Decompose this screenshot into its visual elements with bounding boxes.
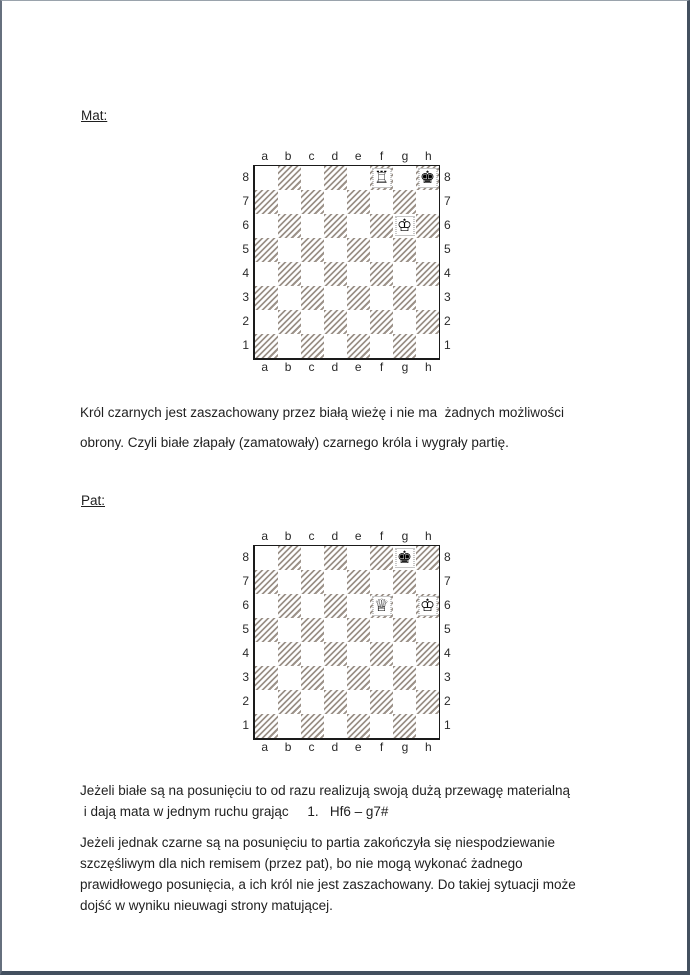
text-line: Król czarnych jest zaszachowany przez białą wieżę i nie ma żadnych możliwości — [80, 405, 564, 420]
square-g3 — [393, 666, 416, 690]
square-e4 — [347, 642, 370, 666]
square-g1 — [393, 714, 416, 738]
square-h3 — [416, 286, 439, 310]
square-d7 — [324, 570, 347, 594]
file-label-a: a — [261, 149, 269, 163]
square-e8 — [347, 546, 370, 570]
square-d4 — [324, 642, 347, 666]
square-f4 — [370, 642, 393, 666]
square-g4 — [393, 642, 416, 666]
square-a2 — [255, 310, 278, 334]
file-label-e: e — [354, 740, 362, 754]
rank-label-2: 2 — [242, 314, 249, 328]
black-king-icon: ♚ — [419, 167, 436, 188]
white-rook-icon: ♖ — [373, 167, 390, 188]
rank-label-3: 3 — [444, 290, 451, 304]
square-f8 — [370, 546, 393, 570]
rank-label-6: 6 — [242, 218, 249, 232]
square-c5 — [301, 618, 324, 642]
square-a5 — [255, 618, 278, 642]
mat-diagram — [253, 165, 440, 360]
square-h6 — [416, 214, 439, 238]
square-f8 — [370, 166, 393, 190]
square-h5 — [416, 238, 439, 262]
file-labels-top — [253, 529, 440, 545]
file-labels-bottom — [253, 360, 440, 376]
square-d3 — [324, 286, 347, 310]
square-f6 — [370, 214, 393, 238]
square-a6 — [255, 594, 278, 618]
paragraph-mat-explanation — [80, 398, 564, 458]
file-label-c: c — [308, 740, 315, 754]
square-d1 — [324, 714, 347, 738]
square-b4 — [278, 262, 301, 286]
square-d5 — [324, 618, 347, 642]
square-g2 — [393, 310, 416, 334]
square-a4 — [255, 262, 278, 286]
file-label-f: f — [379, 149, 384, 163]
square-g1 — [393, 334, 416, 358]
square-a7 — [255, 570, 278, 594]
file-label-g: g — [401, 149, 409, 163]
rank-label-3: 3 — [242, 290, 249, 304]
square-b1 — [278, 334, 301, 358]
spacer — [440, 529, 454, 545]
square-h2 — [416, 690, 439, 714]
square-e1 — [347, 714, 370, 738]
white-king-icon: ♔ — [396, 215, 413, 236]
square-f7 — [370, 190, 393, 214]
file-label-a: a — [261, 360, 269, 374]
rank-label-6: 6 — [444, 218, 451, 232]
square-b2 — [278, 690, 301, 714]
file-label-d: d — [331, 149, 339, 163]
white-queen-icon: ♕ — [373, 595, 390, 616]
square-f2 — [370, 310, 393, 334]
file-label-d: d — [331, 360, 339, 374]
square-f3 — [370, 666, 393, 690]
square-e6 — [347, 214, 370, 238]
spacer — [440, 740, 454, 756]
square-d4 — [324, 262, 347, 286]
pat-diagram — [253, 545, 440, 740]
square-d8 — [324, 166, 347, 190]
square-a8 — [255, 166, 278, 190]
text-line: i dają mata w jednym ruchu grając 1. Hf6 – g7# — [80, 804, 389, 819]
square-e8 — [347, 166, 370, 190]
square-e5 — [347, 618, 370, 642]
file-label-b: b — [284, 149, 292, 163]
square-h7 — [416, 190, 439, 214]
spacer — [440, 360, 454, 376]
file-label-b: b — [284, 529, 292, 543]
file-label-d: d — [331, 529, 339, 543]
rank-label-2: 2 — [444, 314, 451, 328]
square-b3 — [278, 286, 301, 310]
file-label-c: c — [308, 149, 315, 163]
rank-labels-left — [239, 545, 253, 740]
square-f3 — [370, 286, 393, 310]
square-a4 — [255, 642, 278, 666]
square-b6 — [278, 594, 301, 618]
square-a6 — [255, 214, 278, 238]
square-h1 — [416, 714, 439, 738]
rank-label-7: 7 — [242, 194, 249, 208]
square-d6 — [324, 214, 347, 238]
square-g7 — [393, 570, 416, 594]
square-e1 — [347, 334, 370, 358]
square-d2 — [324, 310, 347, 334]
square-h8 — [416, 166, 439, 190]
square-b1 — [278, 714, 301, 738]
spacer — [239, 529, 253, 545]
rank-label-6: 6 — [444, 598, 451, 612]
file-label-h: h — [424, 360, 432, 374]
square-a7 — [255, 190, 278, 214]
square-f6 — [370, 594, 393, 618]
text-line: szczęśliwym dla nich remisem (przez pat), bo nie mogą wykonać żadnego — [80, 856, 523, 871]
rank-label-8: 8 — [444, 170, 451, 184]
file-label-e: e — [354, 529, 362, 543]
black-king-icon: ♚ — [396, 547, 413, 568]
rank-label-8: 8 — [444, 550, 451, 564]
square-e5 — [347, 238, 370, 262]
square-c1 — [301, 334, 324, 358]
square-d1 — [324, 334, 347, 358]
square-c4 — [301, 262, 324, 286]
piece-box — [395, 548, 414, 568]
square-c7 — [301, 570, 324, 594]
text-line: prawidłowego posunięcia, a ich król nie jest zaszachowany. Do takiej sytuacji może — [80, 877, 576, 892]
rank-label-4: 4 — [242, 646, 249, 660]
square-f5 — [370, 238, 393, 262]
square-g4 — [393, 262, 416, 286]
square-g5 — [393, 238, 416, 262]
square-e2 — [347, 310, 370, 334]
square-b7 — [278, 570, 301, 594]
square-c2 — [301, 310, 324, 334]
file-label-c: c — [308, 529, 315, 543]
file-label-a: a — [261, 529, 269, 543]
square-c6 — [301, 594, 324, 618]
square-g2 — [393, 690, 416, 714]
square-f5 — [370, 618, 393, 642]
square-a5 — [255, 238, 278, 262]
file-label-b: b — [284, 740, 292, 754]
square-h6 — [416, 594, 439, 618]
spacer — [239, 149, 253, 165]
file-label-h: h — [424, 529, 432, 543]
square-d6 — [324, 594, 347, 618]
square-c5 — [301, 238, 324, 262]
square-c7 — [301, 190, 324, 214]
spacer — [239, 740, 253, 756]
rank-label-5: 5 — [242, 622, 249, 636]
square-d2 — [324, 690, 347, 714]
square-d8 — [324, 546, 347, 570]
rank-label-8: 8 — [242, 170, 249, 184]
square-b6 — [278, 214, 301, 238]
square-b5 — [278, 238, 301, 262]
square-f4 — [370, 262, 393, 286]
chessboard-pat — [239, 529, 454, 756]
file-label-e: e — [354, 360, 362, 374]
file-labels-top — [253, 149, 440, 165]
square-a3 — [255, 666, 278, 690]
file-label-f: f — [379, 529, 384, 543]
piece-box — [372, 596, 391, 616]
file-label-f: f — [379, 360, 384, 374]
square-g8 — [393, 546, 416, 570]
chessboard-mat — [239, 149, 454, 376]
rank-label-7: 7 — [444, 194, 451, 208]
square-f1 — [370, 334, 393, 358]
rank-label-5: 5 — [444, 242, 451, 256]
square-h8 — [416, 546, 439, 570]
square-h4 — [416, 262, 439, 286]
square-b3 — [278, 666, 301, 690]
rank-label-3: 3 — [444, 670, 451, 684]
rank-label-1: 1 — [242, 718, 249, 732]
heading-mat: Mat: — [81, 108, 108, 123]
square-h1 — [416, 334, 439, 358]
square-c3 — [301, 666, 324, 690]
piece-box — [418, 596, 437, 616]
square-e2 — [347, 690, 370, 714]
square-a2 — [255, 690, 278, 714]
spacer — [239, 360, 253, 376]
rank-label-4: 4 — [444, 646, 451, 660]
file-label-h: h — [424, 149, 432, 163]
square-h4 — [416, 642, 439, 666]
rank-label-3: 3 — [242, 670, 249, 684]
square-c8 — [301, 166, 324, 190]
file-label-d: d — [331, 740, 339, 754]
square-g7 — [393, 190, 416, 214]
file-label-g: g — [401, 360, 409, 374]
square-g6 — [393, 594, 416, 618]
square-b7 — [278, 190, 301, 214]
rank-label-6: 6 — [242, 598, 249, 612]
file-label-a: a — [261, 740, 269, 754]
rank-labels-right — [440, 165, 454, 360]
rank-label-8: 8 — [242, 550, 249, 564]
file-label-g: g — [401, 740, 409, 754]
square-h7 — [416, 570, 439, 594]
rank-labels-right — [440, 545, 454, 740]
file-label-e: e — [354, 149, 362, 163]
rank-label-1: 1 — [242, 338, 249, 352]
square-b2 — [278, 310, 301, 334]
piece-box — [372, 168, 391, 188]
text-line: Jeżeli białe są na posunięciu to od razu realizują swoją dużą przewagę materialną — [80, 783, 571, 798]
square-c6 — [301, 214, 324, 238]
square-f7 — [370, 570, 393, 594]
square-h5 — [416, 618, 439, 642]
square-d3 — [324, 666, 347, 690]
square-c2 — [301, 690, 324, 714]
rank-label-7: 7 — [242, 574, 249, 588]
square-d7 — [324, 190, 347, 214]
square-b8 — [278, 546, 301, 570]
rank-label-7: 7 — [444, 574, 451, 588]
rank-label-1: 1 — [444, 338, 451, 352]
text-line: obrony. Czyli białe złapały (zamatowały) czarnego króla i wygrały partię. — [80, 435, 509, 450]
paragraph-pat-explanation — [80, 832, 576, 916]
paragraph-pat-move — [80, 780, 570, 822]
square-f1 — [370, 714, 393, 738]
rank-label-5: 5 — [242, 242, 249, 256]
square-c3 — [301, 286, 324, 310]
file-label-h: h — [424, 740, 432, 754]
file-label-b: b — [284, 360, 292, 374]
rank-label-2: 2 — [242, 694, 249, 708]
text-line: Jeżeli jednak czarne są na posunięciu to partia zakończyła się niespodziewanie — [80, 835, 556, 850]
spacer — [440, 149, 454, 165]
text-line: dojść w wyniku nieuwagi strony matującej. — [80, 898, 333, 913]
square-e4 — [347, 262, 370, 286]
piece-box — [418, 168, 437, 188]
square-a8 — [255, 546, 278, 570]
square-g8 — [393, 166, 416, 190]
square-g3 — [393, 286, 416, 310]
rank-label-5: 5 — [444, 622, 451, 636]
square-b8 — [278, 166, 301, 190]
rank-label-4: 4 — [242, 266, 249, 280]
square-h2 — [416, 310, 439, 334]
white-king-icon: ♔ — [419, 595, 436, 616]
square-e7 — [347, 190, 370, 214]
square-e3 — [347, 286, 370, 310]
square-a3 — [255, 286, 278, 310]
file-label-f: f — [379, 740, 384, 754]
square-b5 — [278, 618, 301, 642]
square-h3 — [416, 666, 439, 690]
square-a1 — [255, 714, 278, 738]
square-a1 — [255, 334, 278, 358]
square-e7 — [347, 570, 370, 594]
square-g5 — [393, 618, 416, 642]
square-e3 — [347, 666, 370, 690]
rank-label-2: 2 — [444, 694, 451, 708]
square-g6 — [393, 214, 416, 238]
file-label-c: c — [308, 360, 315, 374]
rank-label-1: 1 — [444, 718, 451, 732]
square-b4 — [278, 642, 301, 666]
rank-labels-left — [239, 165, 253, 360]
square-d5 — [324, 238, 347, 262]
file-label-g: g — [401, 529, 409, 543]
square-f2 — [370, 690, 393, 714]
file-labels-bottom — [253, 740, 440, 756]
square-c4 — [301, 642, 324, 666]
heading-pat: Pat: — [81, 493, 106, 508]
rank-label-4: 4 — [444, 266, 451, 280]
square-e6 — [347, 594, 370, 618]
piece-box — [395, 216, 414, 236]
square-c8 — [301, 546, 324, 570]
square-c1 — [301, 714, 324, 738]
